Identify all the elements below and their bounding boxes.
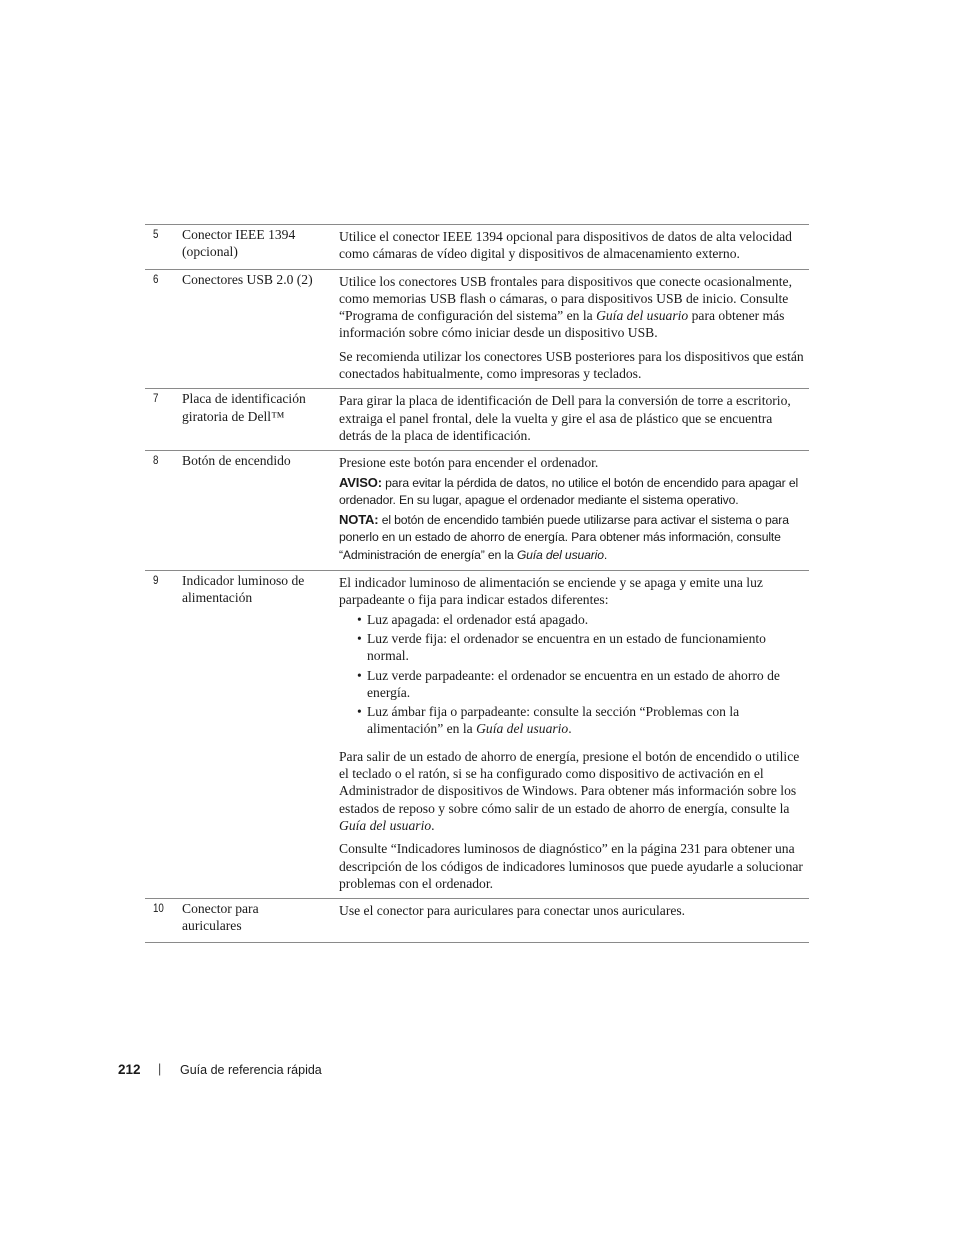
user-guide-reference: Guía del usuario [596, 308, 689, 324]
table-row [145, 225, 809, 270]
table-row [145, 389, 809, 451]
user-guide-reference: Guía del usuario [339, 817, 432, 833]
text-run: Luz ámbar fija o parpadeante: consulte la sección “Problemas con la alimentación” en la [367, 704, 740, 737]
component-name: Conector IEEE 1394 (opcional) [182, 227, 296, 260]
component-name: Placa de identificación giratoria de Dell™ [182, 391, 306, 424]
component-description [339, 574, 807, 892]
component-description [339, 902, 807, 938]
note-text: el botón de encendido también puede utilizarse para activar el sistema o para ponerlo en un estado de ahorro de energía. Para obtener más información, consulte “Administración de energía” en la [339, 513, 789, 562]
component-description [339, 454, 807, 564]
description-text: Utilice el conector IEEE 1394 opcional para dispositivos de datos de alta velocidad como cámaras de vídeo digital y dispositivos de almacenamiento externo. [339, 229, 792, 262]
footer-title: Guía de referencia rápida [180, 1063, 322, 1077]
description-text: Para girar la placa de identificación de Dell para la conversión de torre a escritorio, extraiga el panel frontal, dele la vuelta y gire el asa de plástico que se encuentra detrás de la placa de identificación. [339, 393, 791, 443]
component-name: Botón de encendido [182, 453, 291, 469]
description-text: El indicador luminoso de alimentación se enciende y se apaga y emite una luz parpadeante o fija para indicar estados diferentes: [339, 575, 763, 608]
component-description [339, 392, 807, 444]
list-item: • Luz verde fija: el ordenador se encuentra en un estado de funcionamiento normal. [339, 630, 807, 665]
text-run: . [603, 547, 608, 562]
description-text: Presione este botón para encender el ordenador. [339, 455, 599, 471]
page-number: 212 [118, 1062, 141, 1077]
description-text [339, 748, 807, 834]
components-table [145, 224, 809, 943]
notice-text: para evitar la pérdida de datos, no utilice el botón de encendido para apagar el ordenador. En su lugar, apague el ordenador mediante el sistema operativo. [339, 475, 799, 507]
text-run: Utilice los conectores USB frontales para dispositivos que conecte ocasionalmente, como memorias USB flash o cámaras, o para dispositivos USB de inicio. Consulte “Programa de configuración del sistema” en la [339, 273, 792, 324]
user-guide-reference: Guía del usuario [516, 547, 604, 562]
component-description [339, 273, 807, 383]
text-run: . [568, 721, 572, 737]
text-run: para obtener más información sobre cómo iniciar desde un dispositivo USB. [339, 308, 785, 341]
table-row [145, 899, 809, 943]
list-item: • Luz verde parpadeante: el ordenador se encuentra en un estado de ahorro de energía. [339, 667, 807, 702]
component-name: Indicador luminoso de alimentación [182, 573, 305, 606]
description-text: Use el conector para auriculares para conectar unos auriculares. [339, 903, 686, 919]
notice-label: AVISO: [339, 474, 382, 490]
row-number: 6 [153, 273, 159, 286]
text-run: Para salir de un estado de ahorro de energía, presione el botón de encendido o utilice el teclado o el ratón, si se ha configurado como dispositivo de activación en el Administrador de dispositivos de Windows. Para obtener más información sobre los estados de reposo y sobre cómo salir de un estado de ahorro de energía, consulte la [339, 748, 800, 816]
component-description [339, 228, 807, 263]
row-number: 9 [153, 575, 159, 588]
component-name: Conector para auriculares [182, 901, 259, 934]
user-guide-reference: Guía del usuario [476, 721, 569, 737]
row-number: 7 [153, 393, 159, 406]
row-number: 10 [153, 903, 164, 916]
footer-separator: | [158, 1062, 162, 1076]
note-label: NOTA: [339, 512, 379, 528]
list-item [339, 703, 807, 738]
note-box [339, 511, 807, 564]
list-item: • Luz apagada: el ordenador está apagado. [339, 611, 807, 628]
status-list [339, 611, 807, 738]
row-number: 8 [153, 455, 159, 468]
description-text: Consulte “Indicadores luminosos de diagnóstico” en la página 231 para obtener una descripción de los códigos de indicadores luminosos que puede ayudarle a solucionar problemas con el ordenador. [339, 841, 803, 891]
table-row [145, 571, 809, 899]
component-name: Conectores USB 2.0 (2) [182, 271, 313, 287]
row-number: 5 [153, 229, 159, 241]
notice-box [339, 474, 807, 510]
table-row [145, 451, 809, 571]
text-run: . [431, 817, 435, 833]
description-text [339, 273, 807, 342]
description-text: Se recomienda utilizar los conectores USB posteriores para los dispositivos que están conectados habitualmente, como impresoras y teclados. [339, 348, 804, 382]
table-row [145, 270, 809, 390]
